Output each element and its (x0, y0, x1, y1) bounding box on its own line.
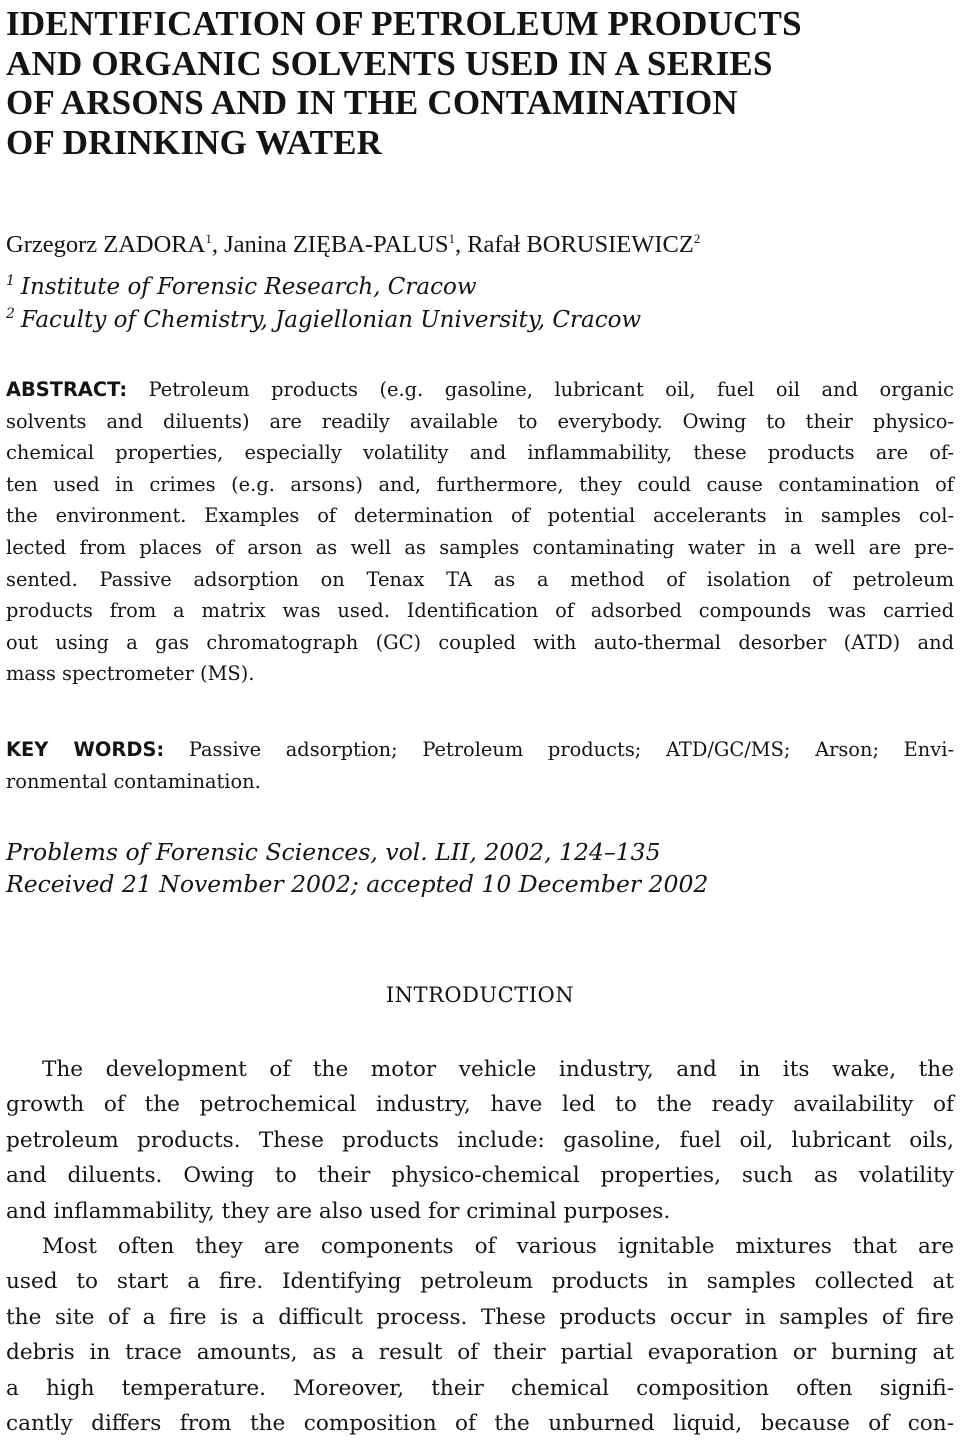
abstract-line (6, 374, 954, 406)
paragraph-line: and diluents. Owing to their physico-chemical properties, such as volatility (6, 1163, 954, 1189)
author-list (6, 230, 700, 260)
affiliation-number: 2 (6, 306, 15, 322)
paragraph-line: a high temperature. Moreover, their chemical composition often signifi- (6, 1375, 954, 1401)
abstract-line: mass spectrometer (MS). (6, 662, 255, 686)
keywords-line: ronmental contamination. (6, 769, 261, 793)
author-surname: BORUSIEWICZ (526, 231, 694, 258)
abstract-line: ten used in crimes (e.g. arsons) and, furthermore, they could cause contamination of (6, 472, 954, 496)
abstract-line: out using a gas chromatograph (GC) coupled with auto-thermal desorber (ATD) and (6, 630, 954, 654)
author-affiliation-mark: 1 (205, 231, 212, 246)
abstract-line: sented. Passive adsorption on Tenax TA as a method of isolation of petroleum (6, 567, 954, 591)
author-separator: , (454, 231, 468, 258)
author-surname: ZADORA (103, 231, 206, 258)
abstract-label: ABSTRACT: (6, 378, 128, 401)
affiliation-text: Faculty of Chemistry, Jagiellonian University, Cracow (20, 307, 642, 333)
keywords (6, 734, 954, 797)
author-affiliation-mark: 1 (448, 231, 455, 246)
received-accepted-dates: Received 21 November 2002; accepted 10 December 2002 (6, 870, 709, 898)
section-heading: INTRODUCTION (385, 983, 575, 1007)
paragraph-line: and inflammability, they are also used for criminal purposes. (6, 1198, 671, 1224)
citation (6, 836, 708, 900)
paragraph-line: petroleum products. These products include: gasoline, fuel oil, lubricant oils, (6, 1127, 954, 1153)
author-separator: , (211, 231, 225, 258)
author-given-name: Janina (224, 231, 287, 258)
abstract-line: chemical properties, especially volatility and inflammability, these products are of- (6, 441, 954, 465)
journal-reference: Problems of Forensic Sciences, vol. LII, 2002, 124–135 (6, 838, 661, 866)
keywords-line (6, 734, 954, 766)
abstract-line: solvents and diluents) are readily available to everybody. Owing to their physico- (6, 409, 954, 433)
affiliation (6, 305, 641, 335)
abstract-line: the environment. Examples of determination of potential accelerants in samples col- (6, 504, 954, 528)
keywords-label: KEY WORDS: (6, 738, 165, 761)
paragraph-line: cantly differs from the composition of the unburned liquid, because of con- (6, 1410, 954, 1436)
paragraph-line: used to start a fire. Identifying petroleum products in samples collected at (6, 1269, 954, 1295)
paragraph-line: debris in trace amounts, as a result of their partial evaporation or burning at (6, 1340, 954, 1366)
abstract-line: lected from places of arson as well as samples contaminating water in a well are pre- (6, 535, 954, 559)
author (224, 231, 467, 258)
article-page (6, 0, 954, 1436)
title-line: OF DRINKING WATER (6, 122, 383, 162)
affiliation-text: Institute of Forensic Research, Cracow (20, 274, 477, 300)
keywords-text: Passive adsorption; Petroleum products; ATD/GC/MS; Arson; Envi- (164, 738, 954, 761)
author-surname: ZIĘBA-PALUS (292, 231, 449, 258)
article-title (6, 0, 954, 162)
author-given-name: Rafał (467, 231, 521, 258)
paragraph-line: the site of a fire is a difficult process. These products occur in samples of fire (6, 1304, 954, 1330)
abstract-text: Petroleum products (e.g. gasoline, lubricant oil, fuel oil and organic (127, 378, 954, 401)
author-given-name: Grzegorz (6, 231, 98, 258)
paragraph-line: Most often they are components of various ignitable mixtures that are (42, 1233, 954, 1259)
introduction-body (6, 1052, 954, 1441)
title-line: AND ORGANIC SOLVENTS USED IN A SERIES (6, 43, 773, 83)
abstract-line: products from a matrix was used. Identification of adsorbed compounds was carried (6, 599, 954, 623)
paragraph-line: The development of the motor vehicle industry, and in its wake, the (42, 1057, 954, 1082)
affiliation (6, 272, 477, 302)
author (6, 231, 224, 258)
affiliation-number: 1 (6, 273, 15, 289)
title-line: IDENTIFICATION OF PETROLEUM PRODUCTS (6, 4, 802, 43)
abstract (6, 374, 954, 690)
title-line: OF ARSONS AND IN THE CONTAMINATION (6, 83, 738, 122)
author-affiliation-mark: 2 (693, 231, 701, 246)
paragraph-line: growth of the petrochemical industry, have led to the ready availability of (6, 1092, 954, 1118)
author (467, 231, 700, 258)
